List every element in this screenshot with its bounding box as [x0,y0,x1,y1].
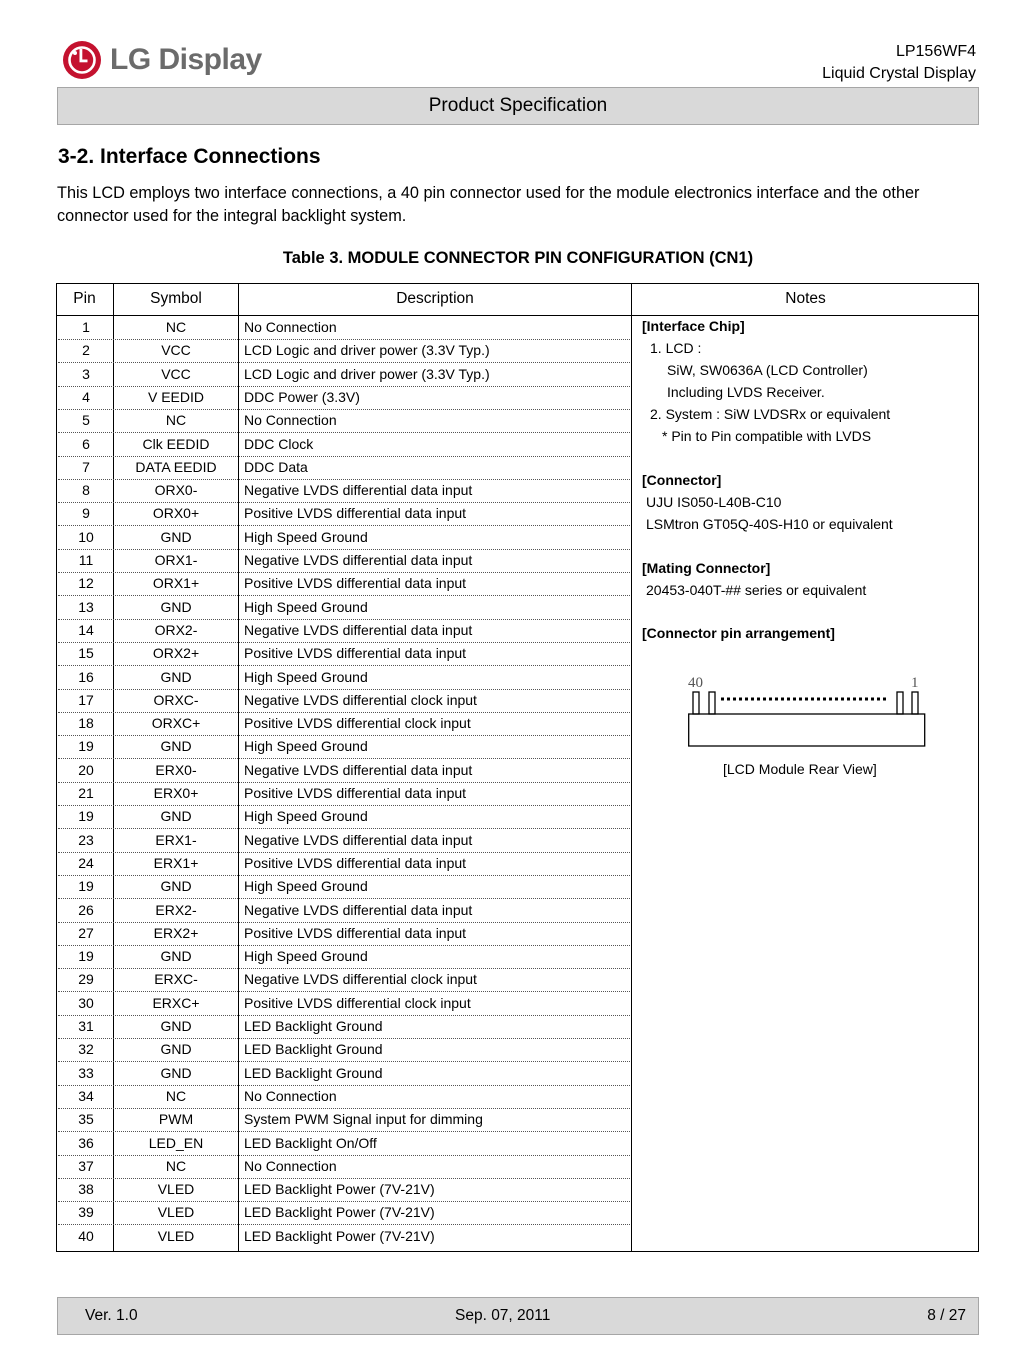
description-cell: LED Backlight Ground [244,1018,383,1034]
table-row [58,875,630,899]
pin-cell: 29 [78,971,94,988]
symbol-cell: GND [160,808,192,825]
table-row [58,1132,630,1156]
table-row [58,549,630,573]
description-cell: Negative LVDS differential clock input [244,691,477,708]
product-type: Liquid Crystal Display [822,65,976,82]
pin-cell: 19 [78,948,94,965]
spec-title-bar: Product Specification [57,87,979,125]
description-cell: No Connection [244,319,337,335]
description-cell: DDC Power (3.3V) [244,388,360,405]
table-row [58,1085,630,1109]
section-intro: This LCD employs two interface connections, a 40 pin connector used for the module electronics interface and the other connector used for the integral backlight system. [57,184,920,225]
pin-1-label: 1 [911,675,919,691]
description-cell: System PWM Signal input for dimming [244,1111,483,1128]
symbol-cell: GND [160,1018,192,1034]
connector-title: [Connector] [642,472,722,488]
interface-chip-line: * Pin to Pin compatible with LVDS [662,428,872,444]
table-row [58,363,630,387]
pin-cell: 4 [82,388,90,405]
table-row [58,899,630,923]
symbol-cell: ORXC- [153,691,199,708]
pin-cell: 14 [78,621,94,638]
table-row [58,968,630,992]
symbol-cell: LED_EN [148,1134,204,1151]
table-row [58,1038,630,1062]
footer-date: Sep. 07, 2011 [455,1307,551,1324]
description-cell: No Connection [244,1157,337,1174]
symbol-cell: ERX2- [155,901,197,918]
description-cell: Negative LVDS differential data input [244,482,473,499]
table-row [58,409,630,433]
pin-cell: 39 [78,1204,94,1221]
symbol-cell: ORX0- [154,482,198,499]
interface-chip-line: 2. System : SiW LVDSRx or equivalent [650,406,891,422]
symbol-cell: ORX1- [154,552,198,568]
description-cell: No Connection [244,412,337,429]
symbol-cell: ORX2+ [152,645,200,662]
table-row [58,735,630,759]
pin-cell: 19 [78,878,94,895]
table-row [58,339,630,363]
description-cell: High Speed Ground [244,878,368,895]
symbol-cell: PWM [158,1111,194,1128]
document-id [822,41,976,85]
description-cell: High Speed Ground [244,808,368,825]
table-row [58,1201,630,1225]
pin-cell: 35 [78,1111,94,1128]
table-row [58,619,630,643]
pin-cell: 11 [78,552,94,568]
table-row [58,852,630,876]
table-row [58,992,630,1016]
pin-cell: 18 [78,715,94,732]
table-row [58,805,630,829]
table-row [58,596,630,620]
footer-page: 8 / 27 [927,1307,966,1324]
pin-cell: 17 [78,691,94,708]
table-row [58,1015,630,1039]
interface-chip-line: Including LVDS Receiver. [667,384,825,400]
description-cell: Negative LVDS differential data input [244,761,473,778]
pin-cell: 12 [78,575,94,592]
pin-cell: 8 [82,482,90,499]
symbol-cell: GND [160,668,192,685]
table-caption: Table 3. MODULE CONNECTOR PIN CONFIGURATION (CN1) [282,249,754,267]
table-row [58,386,630,410]
symbol-cell: ORX2- [154,621,198,638]
pin-cell: 21 [78,785,94,801]
pin-cell: 37 [78,1157,94,1174]
table-row [58,945,630,969]
symbol-cell: NC [165,412,187,429]
symbol-cell: VLED [157,1227,195,1244]
connector-line: LSMtron GT05Q-40S-H10 or equivalent [646,516,893,532]
symbol-cell: GND [160,1041,192,1058]
description-cell: DDC Clock [244,435,314,452]
description-cell: High Speed Ground [244,528,368,545]
description-cell: Positive LVDS differential data input [244,645,467,662]
table-row [58,782,630,806]
pin-cell: 2 [82,342,90,359]
interface-chip-line: SiW, SW0636A (LCD Controller) [667,362,868,378]
pin-cell: 19 [78,808,94,825]
symbol-cell: GND [160,598,192,615]
description-cell: Positive LVDS differential clock input [244,715,471,732]
pin-cell: 36 [78,1134,94,1151]
description-cell: DDC Data [244,458,308,475]
symbol-cell: NC [165,1157,187,1174]
symbol-cell: VLED [157,1204,195,1221]
pin-cell: 38 [78,1181,94,1198]
mating-connector-title: [Mating Connector] [642,560,771,576]
symbol-cell: Clk EEDID [142,435,210,452]
pin-cell: 5 [82,412,90,429]
symbol-cell: GND [160,738,192,755]
symbol-cell: ORX0+ [152,505,200,522]
connector-body [689,714,925,746]
description-cell: Negative LVDS differential data input [244,552,473,568]
pin-cell: 7 [82,458,90,475]
description-cell: LED Backlight On/Off [244,1134,377,1151]
interface-chip-line: 1. LCD : [650,340,702,356]
symbol-cell: ORX1+ [152,575,200,592]
table-row [58,1155,630,1179]
description-cell: Negative LVDS differential data input [244,621,473,638]
symbol-cell: ORXC+ [151,715,201,732]
pin-cell: 6 [82,435,90,452]
symbol-cell: ERX0+ [153,785,199,801]
description-cell: LED Backlight Ground [244,1064,383,1081]
description-cell: Positive LVDS differential data input [244,505,467,522]
pin-cell: 26 [78,901,94,918]
table-row [58,1108,630,1132]
description-cell: LCD Logic and driver power (3.3V Typ.) [244,365,490,382]
interface-chip-title: [Interface Chip] [642,318,745,334]
description-cell: LED Backlight Power (7V-21V) [244,1181,435,1198]
table-row [58,456,630,480]
pin-cell: 13 [78,598,94,615]
header-description: Description [396,290,474,307]
pin-40-label: 40 [688,675,703,691]
symbol-cell: GND [160,528,192,545]
table-row [58,1062,630,1086]
model-number: LP156WF4 [895,43,976,60]
pin-cell: 40 [78,1227,94,1244]
header-notes: Notes [785,290,826,307]
description-cell: Positive LVDS differential data input [244,785,467,801]
symbol-cell: DATA EEDID [135,458,217,475]
symbol-cell: GND [160,948,192,965]
description-cell: Negative LVDS differential data input [244,901,473,918]
table-row [58,642,630,666]
rear-view-caption: [LCD Module Rear View] [723,761,877,777]
pin-cell: 24 [78,854,94,871]
description-cell: Positive LVDS differential data input [244,854,467,871]
description-cell: No Connection [244,1087,337,1104]
description-cell: Positive LVDS differential data input [244,924,467,941]
description-cell: LED Backlight Ground [244,1041,383,1058]
table-row [58,526,630,550]
symbol-cell: VCC [161,342,191,359]
pin-cell: 9 [82,505,90,522]
pin-cell: 15 [78,645,94,662]
symbol-cell: ERX1- [155,831,197,848]
symbol-cell: GND [160,1064,192,1081]
description-cell: High Speed Ground [244,668,368,685]
table-row [58,712,630,736]
symbol-cell: NC [165,319,187,335]
description-cell: Negative LVDS differential clock input [244,971,477,988]
table-row [58,689,630,713]
pin-cell: 23 [78,831,94,848]
logo-text: LG Display [110,43,262,76]
symbol-cell: ERXC- [154,971,198,988]
description-cell: LED Backlight Power (7V-21V) [244,1227,435,1244]
pin-cell: 31 [78,1018,94,1034]
symbol-cell: NC [165,1087,187,1104]
lg-logo-icon [62,40,102,80]
pin-cell: 1 [82,319,90,335]
table-row [58,829,630,853]
section-title: 3-2. Interface Connections [58,145,321,168]
page-footer [57,1297,979,1335]
symbol-cell: ERXC+ [152,994,200,1011]
symbol-cell: ERX0- [155,761,197,778]
symbol-cell: GND [160,878,192,895]
description-cell: LCD Logic and driver power (3.3V Typ.) [244,342,490,359]
table-row [58,572,630,596]
table-row [58,479,630,503]
symbol-cell: VCC [161,365,191,382]
header-symbol: Symbol [150,290,202,307]
connector-pin [912,692,918,714]
pin-cell: 20 [78,761,94,778]
pin-arrangement-title: [Connector pin arrangement] [642,625,835,641]
pin-cell: 34 [78,1087,94,1104]
description-cell: Positive LVDS differential data input [244,575,467,592]
table-row [58,433,630,457]
description-cell: High Speed Ground [244,948,368,965]
description-cell: Positive LVDS differential clock input [244,994,471,1011]
description-cell: LED Backlight Power (7V-21V) [244,1204,435,1221]
lg-display-logo [62,40,262,80]
pin-cell: 16 [78,668,94,685]
pin-cell: 32 [78,1041,94,1058]
table-row [58,316,630,340]
description-cell: High Speed Ground [244,598,368,615]
column-divider [631,283,632,1252]
table-row [58,1225,630,1248]
table-row [58,666,630,690]
symbol-cell: ERX2+ [153,924,199,941]
pin-cell: 19 [78,738,94,755]
symbol-cell: V EEDID [147,388,204,405]
pin-cell: 30 [78,994,94,1011]
symbol-cell: VLED [157,1181,195,1198]
connector-pin [897,692,903,714]
connector-line: UJU IS050-L40B-C10 [646,494,782,510]
pin-cell: 3 [82,365,90,382]
table-row [58,759,630,783]
header-pin: Pin [73,290,96,307]
symbol-cell: ERX1+ [153,854,199,871]
connector-pin [693,692,699,714]
pin-cell: 27 [78,924,94,941]
description-cell: Negative LVDS differential data input [244,831,473,848]
mating-connector-line: 20453-040T-## series or equivalent [646,582,867,598]
pin-cell: 33 [78,1064,94,1081]
connector-pin-diagram [688,672,928,750]
table-row [58,1178,630,1202]
table-row [58,502,630,526]
footer-version: Ver. 1.0 [85,1307,138,1324]
table-row [58,922,630,946]
connector-pin [709,692,715,714]
description-cell: High Speed Ground [244,738,368,755]
pin-cell: 10 [78,528,94,545]
